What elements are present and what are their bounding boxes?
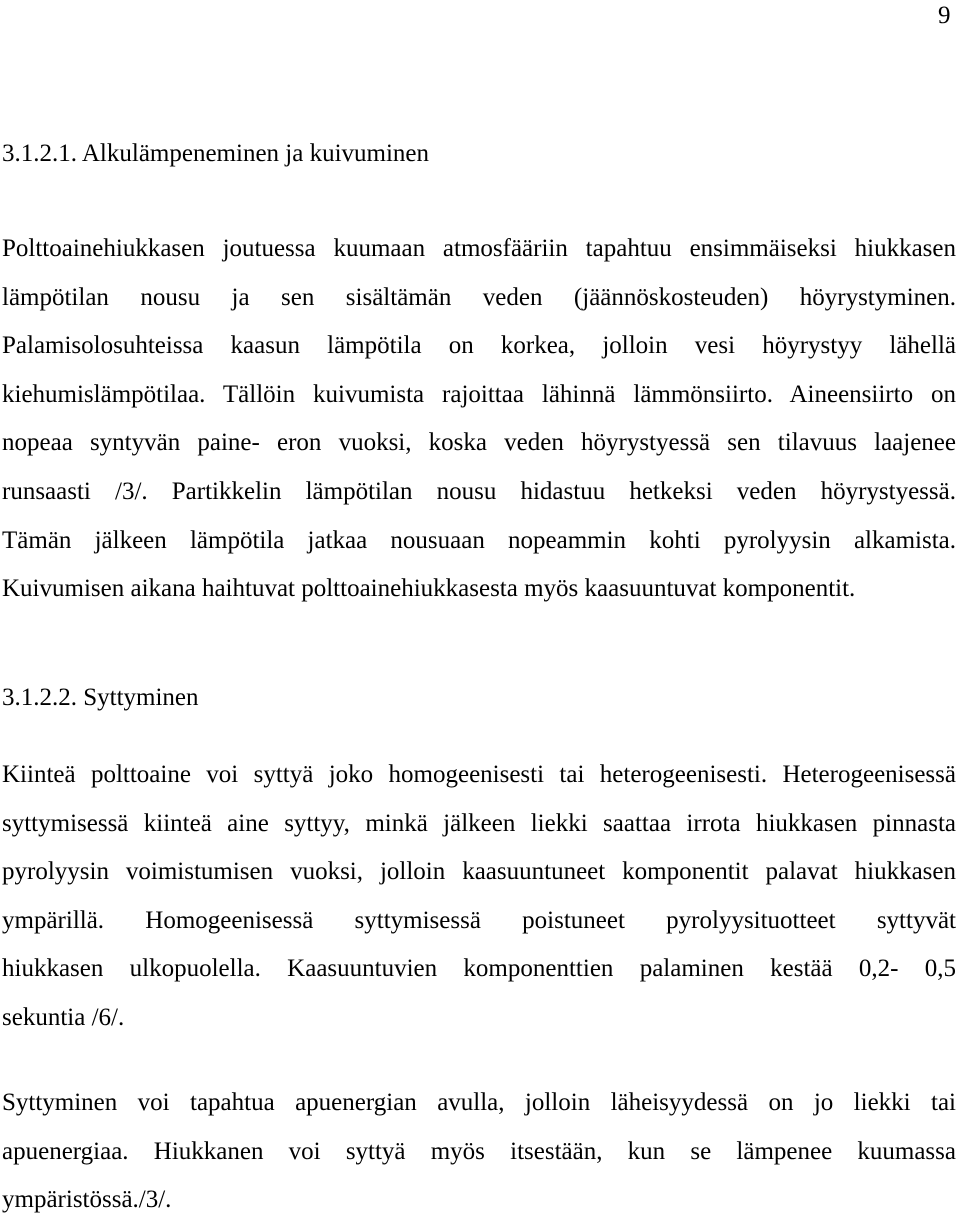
page-number: 9 (938, 2, 951, 29)
paragraph-line: runsaasti /3/. Partikkelin lämpötilan nousu hidastuu hetkeksi veden höyrystyessä. (2, 477, 956, 505)
paragraph-line: kiehumislämpötilaa. Tällöin kuivumista rajoittaa lähinnä lämmönsiirto. Aineensiirto on (2, 380, 956, 408)
paragraph-line: hiukkasen ulkopuolella. Kaasuuntuvien komponenttien palaminen kestää 0,2- 0,5 (2, 955, 956, 983)
section-heading-syttyminen: 3.1.2.2. Syttyminen (2, 684, 199, 711)
paragraph-line: Palamisolosuhteissa kaasun lämpötila on korkea, jolloin vesi höyrystyy lähellä (2, 332, 956, 360)
paragraph-line: ympärillä. Homogeenisessä syttymisessä poistuneet pyrolyysituotteet syttyvät (2, 906, 956, 934)
paragraph-syttyminen-2 (2, 1079, 956, 1225)
paragraph-alkulampeneminen (2, 225, 956, 614)
paragraph-line: apuenergiaa. Hiukkanen voi syttyä myös itsestään, kun se lämpenee kuumassa (2, 1137, 956, 1165)
paragraph-syttyminen-1 (2, 751, 956, 1043)
paragraph-line: ympäristössä./3/. (2, 1186, 172, 1214)
paragraph-line: syttymisessä kiinteä aine syttyy, minkä jälkeen liekki saattaa irrota hiukkasen pinnasta (2, 809, 956, 837)
paragraph-line: lämpötilan nousu ja sen sisältämän veden (jäännöskosteuden) höyrystyminen. (2, 283, 956, 311)
paragraph-line: Tämän jälkeen lämpötila jatkaa nousuaan nopeammin kohti pyrolyysin alkamista. (2, 526, 956, 554)
paragraph-line: pyrolyysin voimistumisen vuoksi, jolloin kaasuuntuneet komponentit palavat hiukkasen (2, 858, 956, 886)
paragraph-line: sekuntia /6/. (2, 1003, 125, 1031)
section-heading-alkulampeneminen: 3.1.2.1. Alkulämpeneminen ja kuivuminen (2, 140, 430, 167)
paragraph-line: nopeaa syntyvän paine- eron vuoksi, koska veden höyrystyessä sen tilavuus laajenee (2, 429, 956, 457)
paragraph-line: Syttyminen voi tapahtua apuenergian avulla, jolloin läheisyydessä on jo liekki tai (2, 1089, 956, 1116)
paragraph-line: Kiinteä polttoaine voi syttyä joko homogeenisesti tai heterogeenisesti. Heterogeenisessä (2, 761, 956, 788)
paragraph-line: Polttoainehiukkasen joutuessa kuumaan atmosfääriin tapahtuu ensimmäiseksi hiukkasen (2, 235, 956, 262)
paragraph-line: Kuivumisen aikana haihtuvat polttoainehiukkasesta myös kaasuuntuvat komponentit. (2, 575, 856, 603)
